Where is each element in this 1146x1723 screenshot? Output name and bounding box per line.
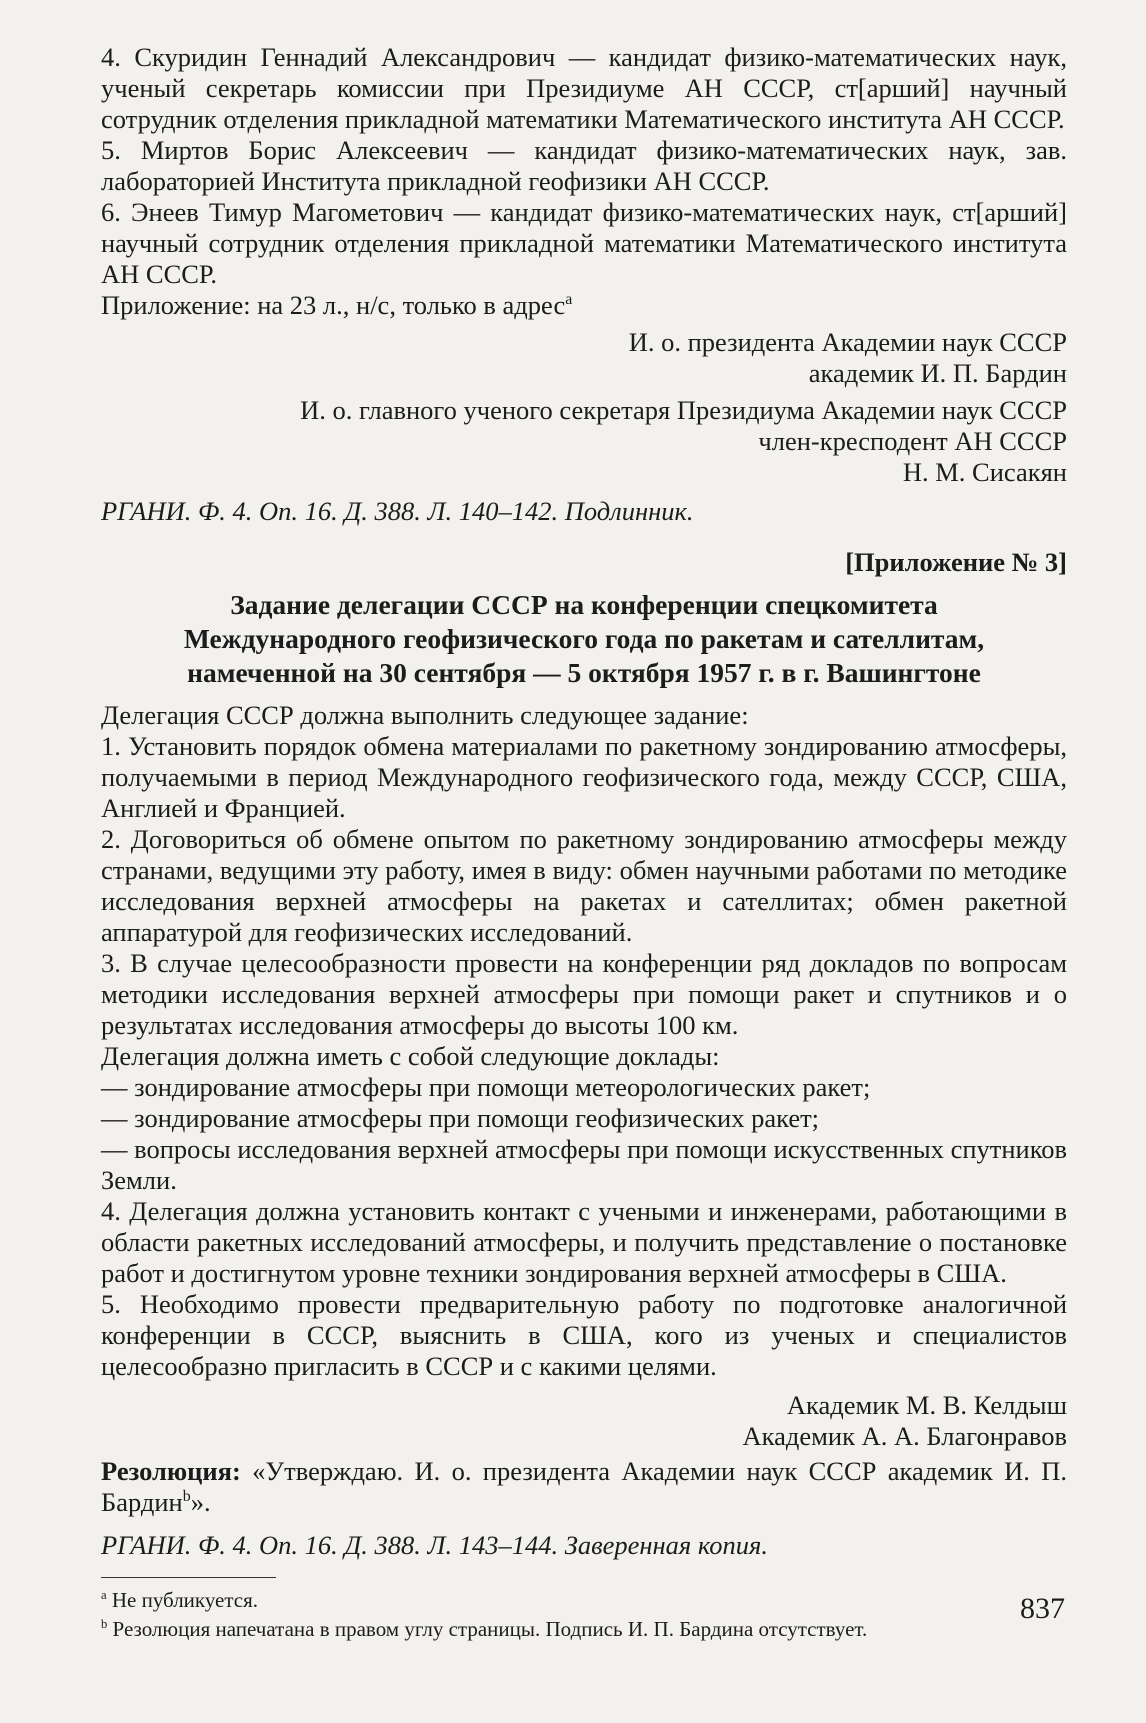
title-line: Международного геофизического года по ракетам и сателлитам, [183,623,985,654]
resolution-label: Резолюция: [101,1456,241,1486]
footnote-a-text: Не публикуется. [111,1588,259,1612]
list-item-5: 5. Миртов Борис Алексеевич — кандидат физико-математических наук, зав. лабораторией Института прикладной геофизики АН СССР. [101,135,1067,196]
footnote-a [101,1586,1067,1615]
footnote-divider [101,1577,276,1578]
footnote-ref-b: b [182,1488,191,1506]
list-item-6: 6. Энеев Тимур Магометович — кандидат физико-математических наук, ст[арший] научный сотрудник отделения прикладной математики Математического института АН СССР. [101,197,1067,289]
report-item: — зондирование атмосферы при помощи метеорологических ракет; [101,1072,871,1102]
resolution-text: «Утверждаю. И. о. президента Академии наук СССР академик И. П. Бардин [101,1456,1068,1517]
document-title [101,588,1067,690]
task-item: 2. Договориться об обмене опытом по ракетному зондированию атмосферы между странами, ведущими эту работу, имея в виду: обмен научными работами по методике исследования верхней атмосферы на ракетах и сателлитах; обмен ракетной аппаратурой для геофизических исследований. [101,824,1067,947]
report-item: — вопросы исследования верхней атмосферы при помощи искусственных спутников Земли. [101,1134,1067,1195]
archive-source-1: РГАНИ. Ф. 4. Оп. 16. Д. 388. Л. 140–142. Подлинник. [101,496,694,526]
title-line: Задание делегации СССР на конференции спецкомитета [230,589,938,620]
signature-line: академик И. П. Бардин [808,358,1067,388]
report-item: — зондирование атмосферы при помощи геофизических ракет; [101,1103,820,1133]
signature-block-3 [101,1390,1067,1452]
list-item-4: 4. Скуридин Геннадий Александрович — кандидат физико-математических наук, ученый секретарь комиссии при Президиуме АН СССР, ст[арший] научный сотрудник отделения прикладной математики Математического института АН СССР. [101,42,1067,134]
signature-line: Академик М. В. Келдыш [786,1390,1067,1420]
signature-line: И. о. главного ученого секретаря Президиума Академии наук СССР [300,395,1067,425]
intro-paragraph: Делегация СССР должна выполнить следующее задание: [101,700,749,730]
attachment-note [101,290,1067,321]
signature-block-1 [101,327,1067,389]
footnote-a-mark: a [101,1588,107,1602]
signature-line: И. о. президента Академии наук СССР [628,327,1067,357]
task-item: 3. В случае целесообразности провести на конференции ряд докладов по вопросам методики исследования верхней атмосферы при помощи ракет и спутников и о результатах исследования атмосферы до высоты 100 км. [101,948,1067,1040]
footnote-b-mark: b [101,1617,108,1631]
title-line: намеченной на 30 сентября — 5 октября 1957 г. в г. Вашингтоне [187,657,981,688]
appendix-label: [Приложение № 3] [845,547,1067,577]
signature-line: член-кресподент АН СССР [758,426,1067,456]
footnote-b-text: Резолюция напечатана в правом углу страницы. Подпись И. П. Бардина отсутствует. [112,1617,868,1641]
footnote-ref-a: a [565,291,573,309]
resolution-end: ». [190,1487,211,1517]
text-column [101,42,1067,1644]
archive-source-2: РГАНИ. Ф. 4. Оп. 16. Д. 388. Л. 143–144. Заверенная копия. [101,1530,768,1560]
page-number: 837 [1020,1592,1065,1625]
resolution [101,1456,1067,1518]
signature-block-2 [101,395,1067,488]
signature-line: Академик А. А. Благонравов [742,1421,1067,1451]
footnote-b [101,1615,1067,1644]
task-item: 4. Делегация должна установить контакт с учеными и инженерами, работающими в области ракетных исследований атмосферы, и получить представление о постановке работ и достигнутом уровне техники зондирования верхней атмосферы в США. [101,1196,1067,1288]
reports-intro: Делегация должна иметь с собой следующие доклады: [101,1041,720,1071]
signature-line: Н. М. Сисакян [902,457,1067,487]
task-item: 5. Необходимо провести предварительную работу по подготовке аналогичной конференции в СССР, выяснить в США, кого из ученых и специалистов целесообразно пригласить в СССР и с какими целями. [101,1289,1067,1381]
attachment-note-text: Приложение: на 23 л., н/с, только в адрес [101,290,566,320]
task-item: 1. Установить порядок обмена материалами по ракетному зондированию атмосферы, получаемыми в период Международного геофизического года, между СССР, США, Англией и Францией. [101,731,1067,823]
